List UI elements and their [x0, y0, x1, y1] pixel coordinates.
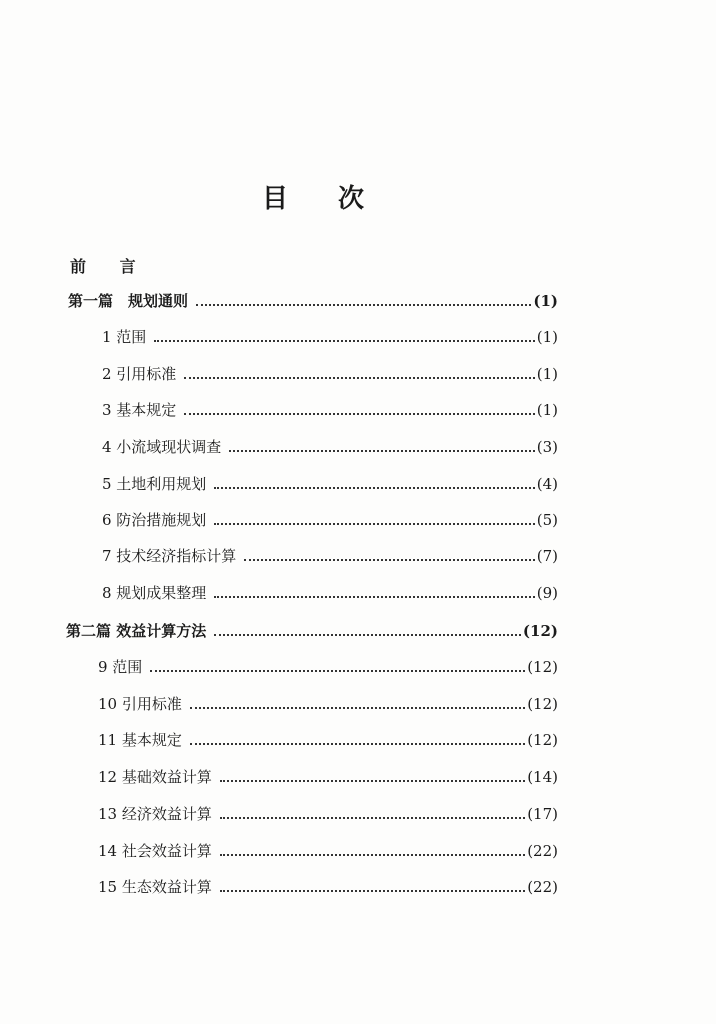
dot-leader — [196, 294, 531, 306]
toc-entry-page: (14) — [527, 768, 558, 786]
toc-foreword[interactable]: 前 言 — [70, 257, 150, 276]
dot-leader — [220, 770, 525, 782]
toc-entry-label: 11 基本规定 — [98, 731, 182, 749]
toc-entry-label: 14 社会效益计算 — [98, 842, 212, 860]
toc-entry-1[interactable] — [102, 326, 558, 350]
toc-entry-11[interactable] — [98, 729, 558, 753]
toc-entry-part-2[interactable] — [66, 620, 558, 644]
toc-entry-5[interactable] — [102, 473, 558, 497]
toc-entry-2[interactable] — [102, 363, 558, 387]
dot-leader — [190, 733, 525, 745]
dot-leader — [184, 367, 534, 379]
toc-entry-8[interactable] — [102, 582, 558, 606]
toc-entry-label: 第一篇 规划通则 — [68, 292, 189, 310]
toc-entry-page: (1) — [536, 401, 558, 419]
dot-leader — [244, 549, 534, 561]
toc-entry-label: 4 小流域现状调查 — [102, 438, 222, 456]
toc-entry-4[interactable] — [102, 436, 558, 460]
dot-leader — [214, 513, 534, 525]
toc-entry-label: 6 防治措施规划 — [102, 511, 207, 529]
dot-leader — [229, 440, 534, 452]
toc-entry-14[interactable] — [98, 840, 558, 864]
toc-entry-3[interactable] — [102, 399, 558, 423]
toc-entry-page: (22) — [527, 878, 558, 896]
toc-entry-page: (7) — [536, 547, 558, 565]
toc-entry-label: 2 引用标准 — [102, 365, 177, 383]
toc-entry-label: 12 基础效益计算 — [98, 768, 212, 786]
title-char-1: 目 — [262, 184, 289, 214]
toc-entry-13[interactable] — [98, 803, 558, 827]
toc-entry-page: (12) — [527, 658, 558, 676]
toc-entry-label: 13 经济效益计算 — [98, 805, 212, 823]
toc-entry-page: (1) — [536, 365, 558, 383]
dot-leader — [190, 697, 525, 709]
dot-leader — [214, 586, 534, 598]
toc-entry-7[interactable] — [102, 545, 558, 569]
toc-entry-label: 第二篇 效益计算方法 — [66, 622, 207, 640]
toc-entry-part-1[interactable] — [68, 290, 558, 314]
dot-leader — [220, 880, 525, 892]
dot-leader — [154, 330, 534, 342]
toc-entry-6[interactable] — [102, 509, 558, 533]
toc-entry-page: (1) — [536, 328, 558, 346]
dot-leader — [220, 807, 525, 819]
toc-entry-label: 5 土地利用规划 — [102, 475, 207, 493]
dot-leader — [214, 624, 521, 636]
toc-entry-page: (1) — [533, 292, 558, 310]
title-char-2: 次 — [338, 184, 365, 214]
toc-entry-label: 1 范围 — [102, 328, 147, 346]
toc-entry-page: (12) — [527, 731, 558, 749]
toc-entry-12[interactable] — [98, 766, 558, 790]
toc-entry-page: (5) — [536, 511, 558, 529]
toc-entry-label: 3 基本规定 — [102, 401, 177, 419]
toc-entry-label: 9 范围 — [98, 658, 143, 676]
toc-entry-label: 8 规划成果整理 — [102, 584, 207, 602]
dot-leader — [184, 403, 534, 415]
toc-entry-page: (4) — [536, 475, 558, 493]
toc-entry-label: 7 技术经济指标计算 — [102, 547, 237, 565]
dot-leader — [220, 844, 525, 856]
toc-entry-label: 15 生态效益计算 — [98, 878, 212, 896]
toc-entry-9[interactable] — [98, 656, 558, 680]
toc-entry-page: (3) — [536, 438, 558, 456]
toc-entry-page: (12) — [527, 695, 558, 713]
toc-entry-page: (9) — [536, 584, 558, 602]
dot-leader — [150, 660, 525, 672]
toc-entry-10[interactable] — [98, 693, 558, 717]
dot-leader — [214, 477, 534, 489]
toc-entry-page: (12) — [522, 622, 558, 640]
toc-entry-15[interactable] — [98, 876, 558, 900]
toc-entry-page: (17) — [527, 805, 558, 823]
toc-entry-label: 10 引用标准 — [98, 695, 182, 713]
toc-entry-page: (22) — [527, 842, 558, 860]
